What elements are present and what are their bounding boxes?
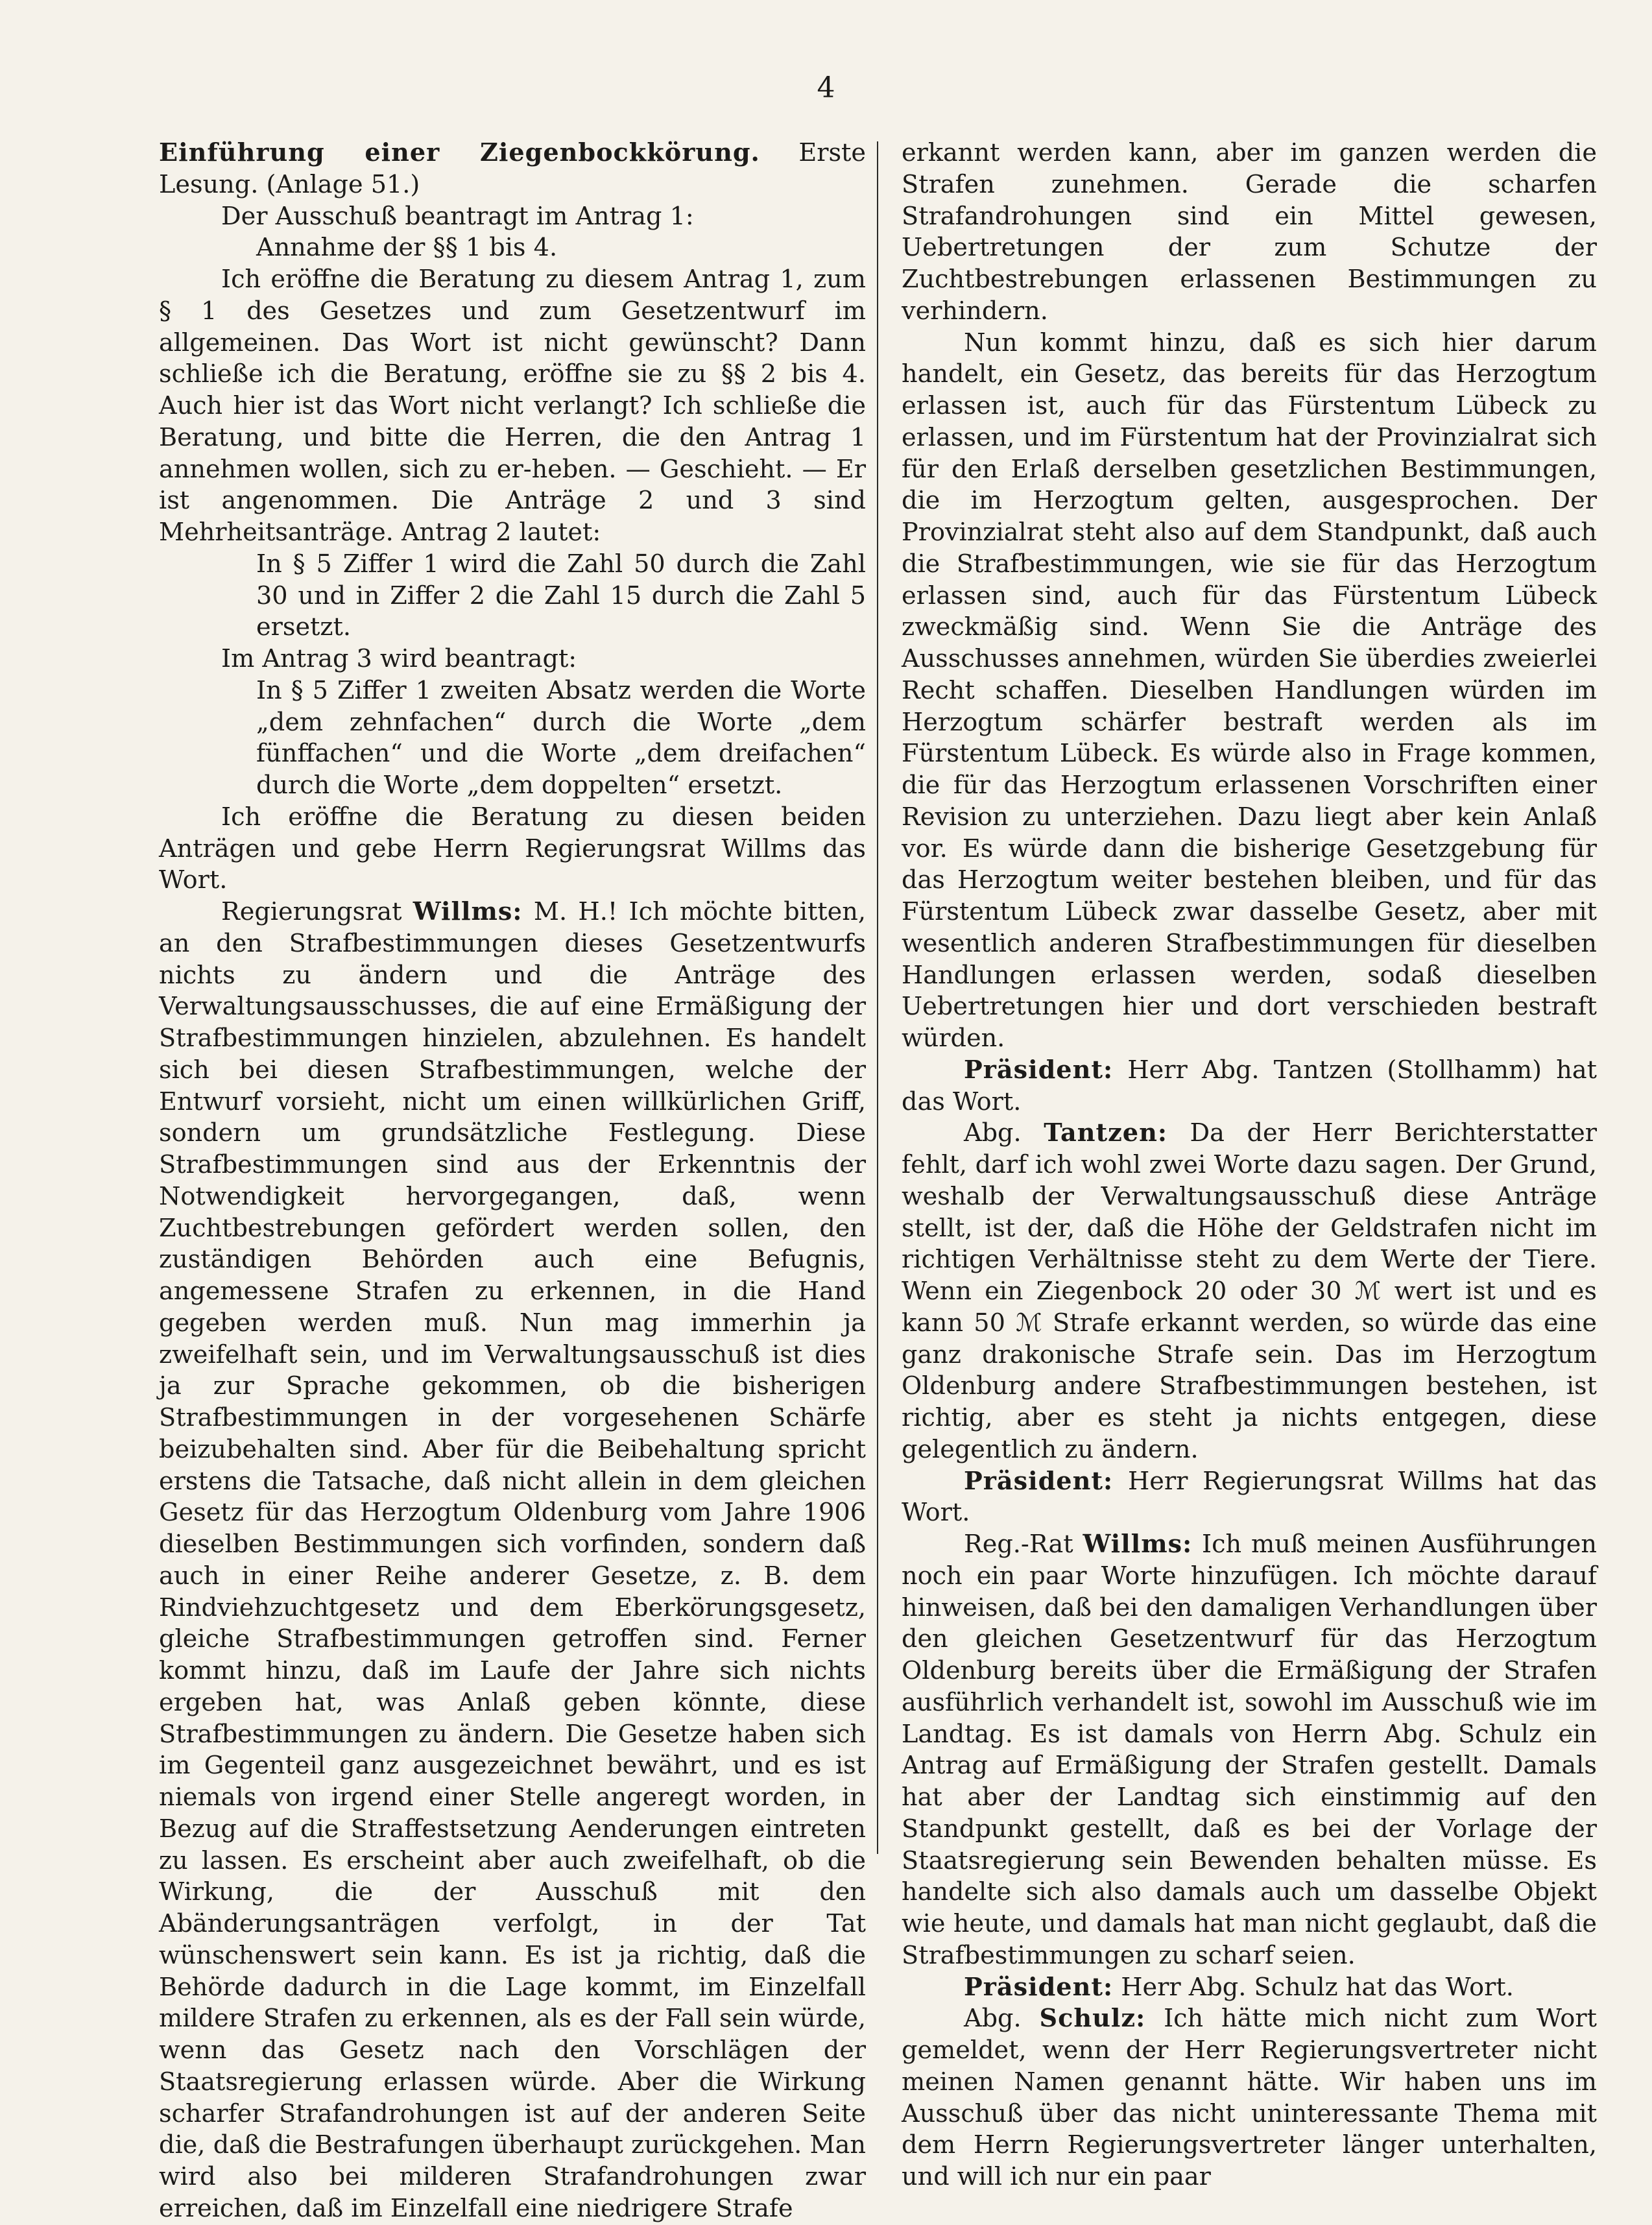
motion-3-intro: Im Antrag 3 wird beantragt:: [221, 645, 577, 673]
motion-3-text: In § 5 Ziffer 1 zweiten Absatz werden die Worte „dem zehnfachen“ durch die Worte „dem fünffachen“ und die Worte „dem dreifachen“ durch die Worte „dem doppelten“ ersetzt.: [256, 676, 866, 800]
speaker-name: Präsident:: [964, 1055, 1114, 1085]
speech-willms-continued: erkannt werden kann, aber im ganzen werden die Strafen zunehmen. Gerade die scharfen Strafandrohungen sind ein Mittel gewesen, Uebertretungen der zum Schutze der Zuchtbestrebungen erlassenen Bestimmungen zu verhindern.: [902, 139, 1597, 326]
speech-text: Herr Abg. Tantzen (Stollhamm) hat das Wort.: [902, 1055, 1597, 1116]
speaker-name: Präsident:: [964, 1972, 1114, 2002]
agenda-item-title: Einführung einer Ziegenbockkörung.: [159, 138, 760, 167]
left-column: [159, 138, 866, 2225]
president-opens-debate: Ich eröffne die Beratung zu diesen beiden Anträgen und gebe Herrn Regierungsrat Willms das Wort.: [159, 802, 866, 895]
speech-text: M. H.! Ich möchte bitten, an den Strafbestimmungen dieses Gesetzentwurfs nichts zu ändern und die Anträge des Verwaltungsausschusses, die auf eine Ermäßigung der Strafbestimmungen hinzielen, abzulehnen. Es handelt sich bei diesen Strafbestimmungen, welche der Entwurf vorsieht, nicht um einen willkürlichen Griff, sondern um grundsätzliche Festlegung. Diese Strafbestimmungen sind aus der Erkenntnis der Notwendigkeit hervorgegangen, daß, wenn Zuchtbestrebungen gefördert werden sollen, den zuständigen Behörden auch eine Befugnis, angemessene Strafen zu erkennen, in die Hand gegeben werden muß. Nun mag immerhin ja zweifelhaft sein, und im Verwaltungsausschuß ist dies ja zur Sprache gekommen, ob die bisherigen Strafbestimmungen in der vorgesehenen Schärfe beizubehalten sind. Aber für die Beibehaltung spricht erstens die Tatsache, daß nicht allein in dem gleichen Gesetz für das Herzogtum Oldenburg vom Jahre 1906 dieselben Bestimmungen sich vorfinden, sondern daß auch in einer Reihe anderer Gesetze, z. B. dem Rindviehzuchtgesetz und dem Eberkörungsgesetz, gleiche Strafbestimmungen getroffen sind. Ferner kommt hinzu, daß im Laufe der Jahre sich nichts ergeben hat, was Anlaß geben könnte, diese Strafbestimmungen zu ändern. Die Gesetze haben sich im Gegenteil ganz ausgezeichnet bewährt, und es ist niemals von irgend einer Stelle angeregt worden, in Bezug auf die Straffestsetzung Aenderungen eintreten zu lassen. Es erscheint aber auch zweifelhaft, ob die Wirkung, die der Ausschuß mit den Abänderungsanträgen verfolgt, in der Tat wünschenswert sein kann. Es ist ja richtig, daß die Behörde dadurch in die Lage kommt, im Einzelfall mildere Strafen zu erkennen, als es der Fall sein würde, wenn das Gesetz nach den Vorschlägen der Staatsregierung erlassen würde. Aber die Wirkung scharfer Strafandrohungen ist auf der anderen Seite die, daß die Bestrafungen überhaupt zurückgehen. Man wird also bei milderen Strafandrohungen zwar erreichen, daß im Einzelfall eine niedrigere Strafe: [159, 898, 866, 2223]
speaker-name: Tantzen:: [1044, 1118, 1167, 1148]
column-divider: [877, 141, 878, 1854]
president-gives-floor-schulz: [902, 1972, 1597, 2004]
speech-text: Ich hätte mich nicht zum Wort gemeldet, wenn der Herr Regierungsvertreter nicht meinen Namen genannt hätte. Wir haben uns im Ausschuß über das nicht uninteressante Thema mit dem Herrn Regierungsvertreter länger unterhalten, und will ich nur ein paar: [902, 2004, 1597, 2191]
committee-motion-intro: Der Ausschuß beantragt im Antrag 1:: [221, 202, 694, 231]
speaker-name: Willms:: [1083, 1530, 1193, 1559]
right-column: [902, 138, 1597, 2193]
motion-1-text: Annahme der §§ 1 bis 4.: [256, 234, 558, 263]
page-number: 4: [817, 71, 835, 104]
speech-text: Herr Regierungsrat Willms hat das Wort.: [902, 1467, 1597, 1528]
president-gives-floor-willms: [902, 1466, 1597, 1530]
speech-text: Herr Abg. Schulz hat das Wort.: [1113, 1973, 1514, 2002]
motion-2-text: In § 5 Ziffer 1 wird die Zahl 50 durch die Zahl 30 und in Ziffer 2 die Zahl 15 durch die Zahl 5 ersetzt.: [256, 549, 866, 642]
speech-willms-second: [902, 1529, 1597, 1972]
agenda-item-reading: Erste Lesung. (Anlage 51.): [159, 139, 866, 199]
speech-schulz: [902, 2003, 1597, 2193]
speech-text: Ich muß meinen Ausführungen noch ein paar Worte hinzufügen. Ich möchte darauf hinweisen, daß bei den damaligen Verhandlungen über den gleichen Gesetzentwurf für das Herzogtum Oldenburg bereits über die Ermäßigung der Strafen ausführlich verhandelt ist, sowohl im Ausschuß wie im Landtag. Es ist damals von Herrn Abg. Schulz ein Antrag auf Ermäßigung der Strafen gestellt. Damals hat aber der Landtag sich einstimmig auf den Standpunkt gestellt, daß es bei der Vorlage der Staatsregierung sein Bewenden behalten müsse. Es handelte sich also damals auch um dasselbe Objekt wie heute, und damals hat man nicht geglaubt, daß die Strafbestimmungen zu scharf seien.: [902, 1530, 1597, 1970]
speaker-title: Regierungsrat: [221, 898, 413, 926]
speaker-title: Abg.: [964, 2004, 1040, 2034]
speaker-name: Willms:: [413, 897, 523, 926]
speaker-name: Schulz:: [1039, 2004, 1146, 2034]
speaker-title: Abg.: [964, 1119, 1044, 1148]
speech-willms: [159, 896, 866, 2225]
speaker-title: Reg.-Rat: [964, 1530, 1083, 1559]
president-statement: Ich eröffne die Beratung zu diesem Antrag 1, zum § 1 des Gesetzes und zum Gesetzentwurf im allgemeinen. Das Wort ist nicht gewünscht? Dann schließe ich die Beratung, eröffne sie zu §§ 2 bis 4. Auch hier ist das Wort nicht verlangt? Ich schließe die Beratung, und bitte die Herren, die den Antrag 1 annehmen wollen, sich zu er-heben. — Geschieht. — Er ist angenommen. Die Anträge 2 und 3 sind Mehrheitsanträge. Antrag 2 lautet:: [159, 265, 866, 547]
speech-willms-paragraph: Nun kommt hinzu, daß es sich hier darum handelt, ein Gesetz, das bereits für das Herzogtum erlassen ist, auch für das Fürstentum Lübeck zu erlassen, und im Fürstentum hat der Provinzialrat sich für den Erlaß derselben gesetzlichen Bestimmungen, die im Herzogtum gelten, ausgesprochen. Der Provinzialrat steht also auf dem Standpunkt, daß auch die Strafbestimmungen, wie sie für das Herzogtum erlassen sind, auch für das Fürstentum Lübeck zweckmäßig sind. Wenn Sie die Anträge des Ausschusses annehmen, würden Sie überdies zweierlei Recht schaffen. Dieselben Handlungen würden im Herzogtum schärfer bestraft werden als im Fürstentum Lübeck. Es würde also in Frage kommen, die für das Herzogtum erlassenen Vorschriften einer Revision zu unterziehen. Dazu liegt aber kein Anlaß vor. Es würde dann die bisherige Gesetzgebung für das Herzogtum weiter bestehen bleiben, und für das Fürstentum Lübeck zwar dasselbe Gesetz, aber mit wesentlich anderen Strafbestimmungen für dieselben Handlungen erlassen werden, sodaß dieselben Uebertretungen hier und dort verschieden bestraft würden.: [902, 328, 1597, 1053]
speech-text: Da der Herr Berichterstatter fehlt, darf ich wohl zwei Worte dazu sagen. Der Grund, weshalb der Verwaltungsausschuß diese Anträge stellt, ist der, daß die Höhe der Geldstrafen nicht im richtigen Verhältnisse steht zu dem Werte der Tiere. Wenn ein Ziegenbock 20 oder 30 ℳ wert ist und es kann 50 ℳ Strafe erkannt werden, so würde das eine ganz drakonische Strafe sein. Das im Herzogtum Oldenburg andere Strafbestimmungen bestehen, ist richtig, aber es steht ja nichts entgegen, diese gelegentlich zu ändern.: [902, 1119, 1597, 1464]
speech-tantzen: [902, 1118, 1597, 1465]
agenda-item-heading: [159, 138, 866, 201]
president-gives-floor-tantzen: [902, 1055, 1597, 1118]
speaker-name: Präsident:: [964, 1466, 1114, 1496]
